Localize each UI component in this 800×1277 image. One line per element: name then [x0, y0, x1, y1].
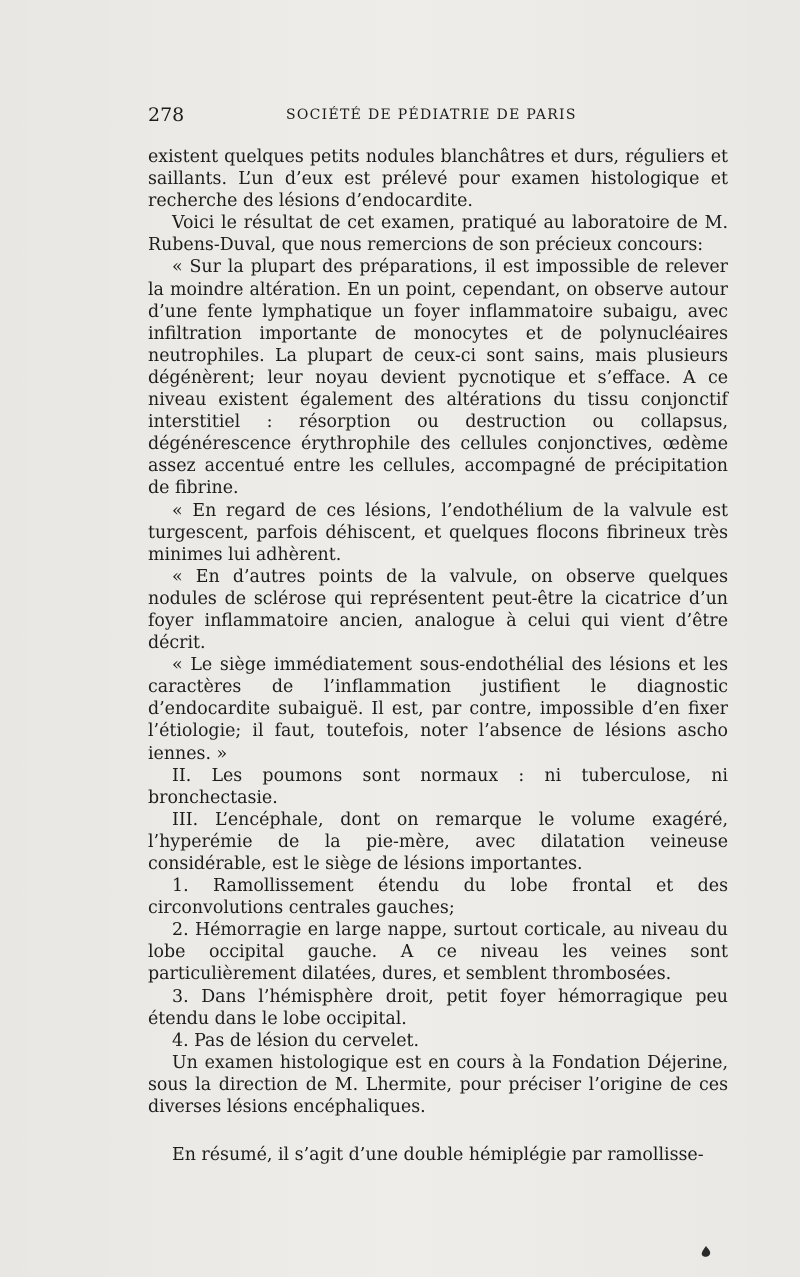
body-text	[148, 146, 728, 1166]
paragraph-continuation: existent quelques petits nodules blanchâtres et durs, réguliers et saillants. L’un d’eux est prélevé pour examen histologique et recherche des lésions d’endocardite.	[148, 147, 728, 212]
running-head: SOCIÉTÉ DE PÉDIATRIE DE PARIS	[286, 107, 577, 123]
paragraph-encephalon: III. L’encéphale, dont on remarque le volume exagéré, l’hyperémie de la pie-mère, avec dilatation veineuse considérable, est le siège de lésions importantes.	[148, 809, 728, 874]
paragraph-exam-intro: Voici le résultat de cet examen, pratiqué au laboratoire de M. Rubens-Duval, que nous remercions de son précieux concours:	[148, 213, 728, 256]
ink-spot-icon	[701, 1246, 711, 1258]
paragraph-summary: En résumé, il s’agit d’une double hémiplégie par ramollisse-	[172, 1145, 704, 1166]
paragraph-lungs: II. Les poumons sont normaux : ni tuberculose, ni bronchectasie.	[148, 765, 728, 808]
list-item-2: 2. Hémorragie en large nappe, surtout corticale, au niveau du lobe occipital gauche. A ce niveau les veines sont particulièrement dilatées, dures, et semblent thrombosées.	[148, 920, 728, 985]
page-header	[148, 104, 728, 128]
list-item-4: 4. Pas de lésion du cervelet.	[172, 1030, 420, 1051]
page-number: 278	[148, 104, 185, 126]
list-item-1: 1. Ramollissement étendu du lobe frontal et des circonvolutions centrales gauches;	[148, 876, 728, 919]
paragraph-quote-sclerosis: « En d’autres points de la valvule, on observe quelques nodules de sclérose qui représentent peut-être la cicatrice d’un foyer inflammatoire ancien, analogue à celui qui vient d’être décrit.	[148, 566, 728, 654]
paragraph-quote-preparations: « Sur la plupart des préparations, il est impossible de relever la moindre altération. En un point, cependant, on observe autour d’une fente lymphatique un foyer inflammatoire subaigu, avec infiltration importante de monocytes et de polynucléaires neutrophiles. La plupart de ceux-ci sont sains, mais plusieurs dégénèrent; leur noyau devient pycnotique et s’efface. A ce niveau existent également des altérations du tissu conjonctif interstitiel : résorption ou destruction ou collapsus, dégénérescence érythrophile des cellules conjonctives, œdème assez accentué entre les cellules, accompagné de précipitation de fibrine.	[148, 257, 728, 499]
list-item-3: 3. Dans l’hémisphère droit, petit foyer hémorragique peu étendu dans le lobe occipital.	[148, 986, 728, 1029]
paragraph-quote-diagnosis: « Le siège immédiatement sous-endothélial des lésions et les caractères de l’inflammation justifient le diagnostic d’endocardite subaiguë. Il est, par contre, impossible d’en fixer l’étiologie; il faut, toutefois, noter l’absence de lésions ascho iennes. »	[148, 655, 728, 764]
paragraph-histology: Un examen histologique est en cours à la Fondation Déjerine, sous la direction de M. Lhermite, pour préciser l’origine de ces diverses lésions encéphaliques.	[148, 1052, 728, 1118]
paragraph-quote-endothelium: « En regard de ces lésions, l’endothélium de la valvule est turgescent, parfois déhiscent, et quelques flocons fibrineux très minimes lui adhèrent.	[148, 500, 728, 565]
